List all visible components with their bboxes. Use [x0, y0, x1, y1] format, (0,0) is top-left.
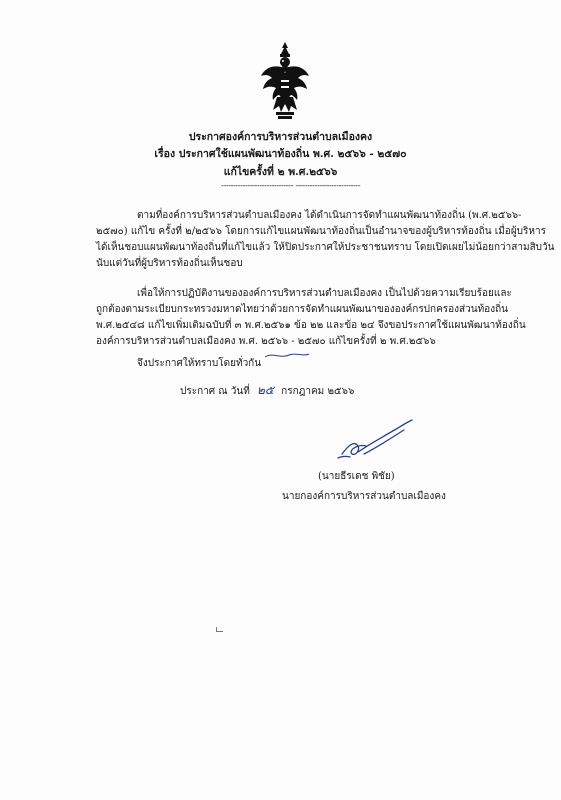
paragraph-1-line: นับแต่วันที่ผู้บริหารท้องถิ่นเห็นชอบ: [96, 258, 243, 269]
paragraph-2-line: องค์การบริหารส่วนตำบลเมืองคง พ.ศ. ๒๕๖๖ - ๒๕๗๐ แก้ไขครั้งที่ ๒ พ.ศ.๒๕๖๖: [96, 336, 436, 347]
signer-name: (นายธีรเดช พิชัย): [318, 471, 395, 482]
paragraph-1-line: ได้เห็นชอบแผนพัฒนาท้องถิ่นที่แก้ไขแล้ว ให้ปิดประกาศให้ประชาชนทราบ โดยเปิดเผยไม่น้อยกว่าสามสิบวัน: [96, 242, 555, 253]
closing-statement: จึงประกาศให้ทราบโดยทั่วกัน: [137, 358, 262, 369]
paragraph-2-line: ถูกต้องตามระเบียบกระทรวงมหาดไทยว่าด้วยการจัดทำแผนพัฒนาขององค์กรปกครองส่วนท้องถิ่น: [96, 304, 508, 315]
signer-position: นายกองค์การบริหารส่วนตำบลเมืองคง: [282, 491, 446, 502]
paragraph-1-line: ตามที่องค์การบริหารส่วนตำบลเมืองคง ได้ดำเนินการจัดทำแผนพัฒนาท้องถิ่น (พ.ศ.๒๕๖๖-: [137, 210, 522, 221]
paragraph-2-line: พ.ศ.๒๕๔๘ แก้ไขเพิ่มเติมฉบับที่ ๓ พ.ศ.๒๕๖๑ ข้อ ๒๒ และข้อ ๒๔ จึงขอประกาศใช้แผนพัฒนาท้องถิ่น: [96, 320, 526, 331]
handwritten-day: ๒๕: [256, 383, 274, 397]
document-title: ประกาศองค์การบริหารส่วนตำบลเมืองคง: [188, 131, 373, 143]
scan-mark: [216, 627, 223, 632]
garuda-emblem-icon: [259, 42, 311, 120]
announce-label: ประกาศ ณ วันที่: [180, 386, 250, 397]
handwritten-correction-mark: [263, 348, 311, 362]
announce-date: [180, 381, 354, 400]
document-revision: แก้ไขครั้งที่ ๒ พ.ศ.๒๕๖๖: [223, 166, 338, 178]
paragraph-1-line: ๒๕๗๐) แก้ไข ครั้งที่ ๒/๒๕๖๖ โดยการแก้ไขแผนพัฒนาท้องถิ่นเป็นอำนาจของผู้บริหารท้องถิ่น เมื่อผู้บริหาร: [96, 226, 546, 237]
announce-month-year: กรกฎาคม ๒๕๖๖: [281, 386, 355, 397]
signature-icon: [318, 410, 418, 470]
document-subject: เรื่อง ประกาศใช้แผนพัฒนาท้องถิ่น พ.ศ. ๒๕๖๖ - ๒๕๗๐: [154, 148, 407, 160]
header-divider: ------------------------------ ---------------------------: [221, 181, 361, 190]
paragraph-2-line: เพื่อให้การปฏิบัติงานขององค์การบริหารส่วนตำบลเมืองคง เป็นไปด้วยความเรียบร้อยและ: [137, 288, 512, 299]
